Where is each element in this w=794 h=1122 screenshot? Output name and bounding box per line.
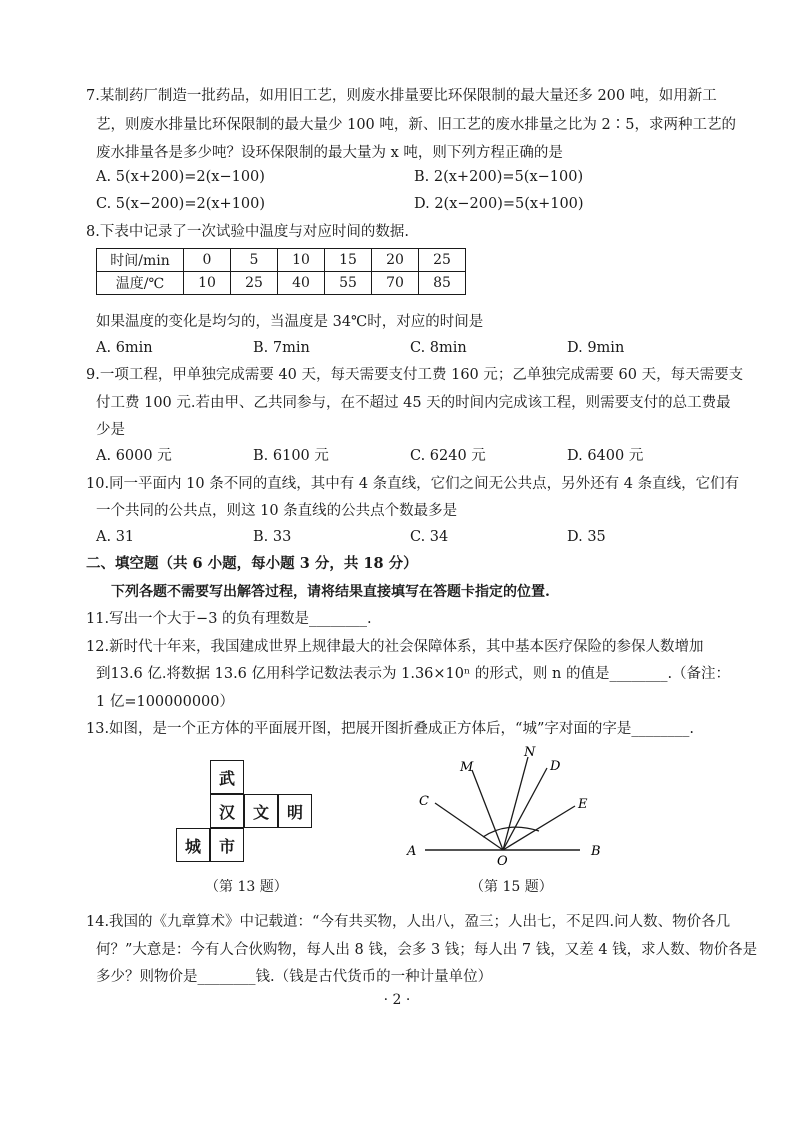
- q8-line: 8.下表中记录了一次试验中温度与对应时间的数据.: [86, 224, 409, 240]
- label-n: N: [524, 745, 536, 760]
- table-cell: 55: [325, 272, 372, 295]
- q7-line-1: 7.某制药厂制造一批药品，如用旧工艺，则废水排量要比环保限制的最大量还多 200 吨，如用新工: [86, 88, 717, 104]
- table-cell: 10: [278, 249, 325, 272]
- q9-option-c: C. 6240 元: [410, 448, 486, 464]
- q9-line-1: 9.一项工程，甲单独完成需要 40 天，每天需要支付工费 160 元；乙单独完成需要 60 天，每天需要支: [86, 367, 744, 383]
- q8-option-b: B. 7min: [253, 340, 310, 356]
- table-cell: 70: [372, 272, 419, 295]
- table-cell: 20: [372, 249, 419, 272]
- q7-option-a: A. 5(x+200)=2(x−100): [96, 169, 265, 185]
- table-cell: 温度/℃: [97, 272, 184, 295]
- figure-15-caption: （第 15 题）: [470, 879, 553, 895]
- label-m: M: [460, 760, 474, 775]
- label-c: C: [419, 794, 429, 809]
- table-cell: 85: [419, 272, 466, 295]
- q9-option-b: B. 6100 元: [253, 448, 329, 464]
- figure-13-caption: （第 13 题）: [205, 879, 288, 895]
- cube-face-top: 武: [210, 760, 244, 794]
- ray-om: [472, 770, 503, 850]
- q11-line: 11.写出一个大于−3 的负有理数是________.: [86, 611, 372, 627]
- q7-line-3: 废水排量各是多少吨？设环保限制的最大量为 x 吨，则下列方程正确的是: [96, 145, 563, 161]
- q7-line-2: 艺，则废水排量比环保限制的最大量少 100 吨，新、旧工艺的废水排量之比为 2∶5，求两种工艺的: [96, 117, 736, 133]
- table-row-time: [97, 249, 466, 272]
- q12-line-3: 1 亿=100000000）: [96, 694, 235, 710]
- q10-option-c: C. 34: [410, 529, 449, 545]
- q9-option-d: D. 6400 元: [567, 448, 644, 464]
- label-d: D: [550, 759, 561, 774]
- cube-face-right-2: 明: [278, 794, 312, 828]
- q10-option-a: A. 31: [96, 529, 135, 545]
- cube-face-middle: 汉: [210, 794, 244, 828]
- q9-option-a: A. 6000 元: [96, 448, 172, 464]
- table-cell: 0: [184, 249, 231, 272]
- cube-face-bottom: 市: [210, 828, 244, 862]
- q14-line-2: 何？”大意是：今有人合伙购物，每人出 8 钱，会多 3 钱；每人出 7 钱，又差 4 钱，求人数、物价各是: [96, 942, 758, 958]
- label-b: B: [591, 844, 601, 859]
- ray-oe: [503, 806, 575, 850]
- table-cell: 10: [184, 272, 231, 295]
- q9-line-2: 付工费 100 元.若由甲、乙共同参与，在不超过 45 天的时间内完成该工程，则需要支付的总工费最: [96, 395, 731, 411]
- section-instruction: 下列各题不需要写出解答过程，请将结果直接填写在答题卡指定的位置.: [111, 584, 550, 600]
- table-cell: 40: [278, 272, 325, 295]
- ray-on: [503, 757, 528, 850]
- page-number: · 2 ·: [383, 992, 411, 1008]
- q7-option-c: C. 5(x−200)=2(x+100): [96, 196, 266, 212]
- table-cell: 时间/min: [97, 249, 184, 272]
- ray-oc: [435, 803, 503, 850]
- q13-line: 13.如图，是一个正方体的平面展开图，把展开图折叠成正方体后，“城”字对面的字是________.: [86, 721, 694, 737]
- q7-option-d: D. 2(x−200)=5(x+100): [414, 196, 584, 212]
- table-cell: 25: [231, 272, 278, 295]
- cube-face-right-1: 文: [244, 794, 278, 828]
- q10-line-2: 一个共同的公共点，则这 10 条直线的公共点个数最多是: [96, 503, 458, 519]
- q14-line-3: 多少？则物价是________钱.（钱是古代货币的一种计量单位）: [96, 969, 493, 985]
- q9-line-3: 少是: [96, 422, 125, 438]
- q8-option-c: C. 8min: [410, 340, 467, 356]
- table-row-temperature: [97, 272, 466, 295]
- rays-angle-figure: [395, 745, 615, 870]
- table-cell: 25: [419, 249, 466, 272]
- label-e: E: [578, 797, 588, 812]
- ray-od: [503, 768, 547, 850]
- label-o: O: [497, 854, 508, 869]
- q8-option-d: D. 9min: [567, 340, 625, 356]
- q10-option-b: B. 33: [253, 529, 292, 545]
- label-a: A: [407, 844, 417, 859]
- q7-option-b: B. 2(x+200)=5(x−100): [414, 169, 584, 185]
- table-cell: 15: [325, 249, 372, 272]
- q10-option-d: D. 35: [567, 529, 606, 545]
- cube-face-left: 城: [176, 828, 210, 862]
- q10-line-1: 10.同一平面内 10 条不同的直线，其中有 4 条直线，它们之间无公共点，另外还有 4 条直线，它们有: [86, 476, 740, 492]
- q12-line-1: 12.新时代十年来，我国建成世界上规律最大的社会保障体系，其中基本医疗保险的参保人数增加: [86, 639, 704, 655]
- table-cell: 5: [231, 249, 278, 272]
- time-temperature-table: [96, 248, 466, 295]
- q8-question: 如果温度的变化是均匀的，当温度是 34℃时，对应的时间是: [96, 314, 484, 330]
- q8-option-a: A. 6min: [96, 340, 153, 356]
- q14-line-1: 14.我国的《九章算术》中记载道：“今有共买物，人出八，盈三；人出七，不足四.问人数、物价各几: [86, 914, 731, 930]
- section-heading: 二、填空题（共 6 小题，每小题 3 分，共 18 分）: [86, 555, 418, 572]
- q12-line-2: 到13.6 亿.将数据 13.6 亿用科学记数法表示为 1.36×10ⁿ 的形式，则 n 的值是________.（备注：: [96, 666, 731, 682]
